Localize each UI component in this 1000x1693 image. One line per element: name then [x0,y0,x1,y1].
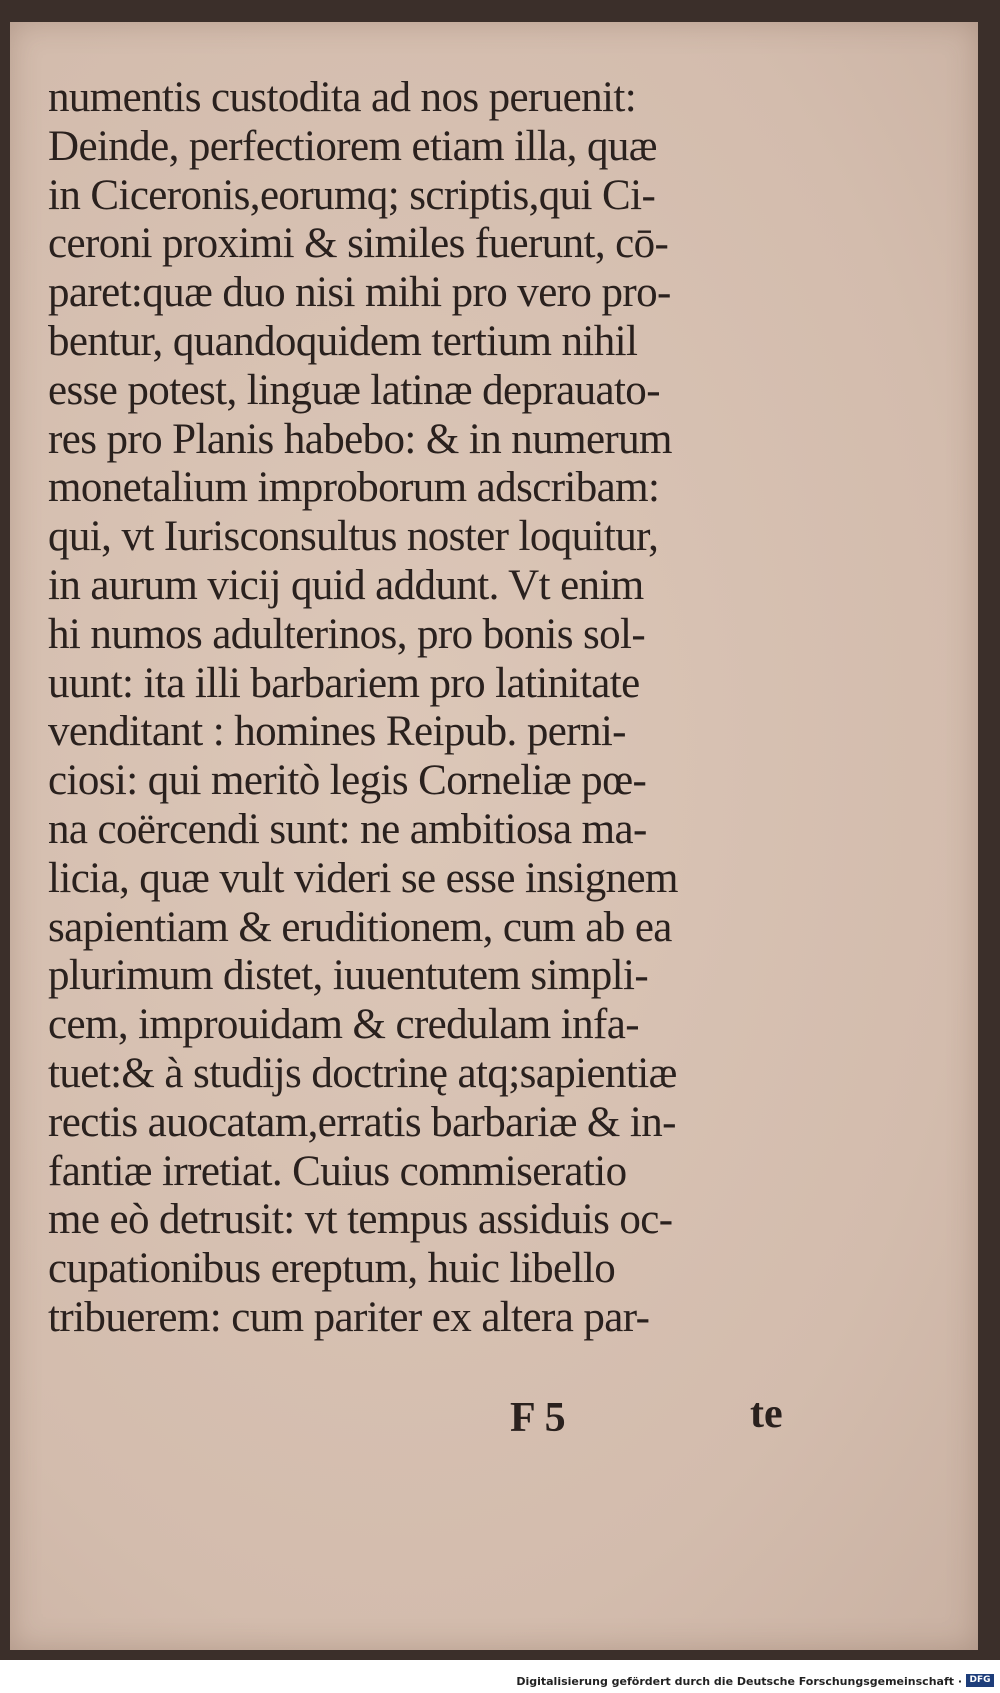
text-line: bentur, quandoquidem tertium nihil [48,317,638,365]
catchword: te [750,1391,783,1437]
text-line: hi numos adulterinos, pro bonis sol- [48,610,646,658]
text-line: plurimum distet, iuuentutem simpli- [48,952,649,1000]
text-line: paret:quæ duo nisi mihi pro vero pro- [48,269,671,317]
text-line: tuet:& à studijs doctrinę atq;sapientiæ [48,1049,677,1097]
text-line: uunt: ita illi barbariem pro latinitate [48,659,640,707]
text-line: ceroni proximi & similes fuerunt, cō- [48,220,669,268]
book-page [10,22,978,1650]
signature-mark: F 5 [510,1395,566,1441]
footer-credit: Digitalisierung gefördert durch die Deutsche Forschungsgemeinschaft · [516,1675,962,1688]
text-line: me eò detrusit: vt tempus assiduis oc- [48,1196,673,1244]
text-line: monetalium improborum adscribam: [48,464,660,512]
text-line: cem, improuidam & credulam infa- [48,1001,639,1049]
text-line: cupationibus ereptum, huic libello [48,1245,616,1293]
text-line: numentis custodita ad nos peruenit: [48,74,637,121]
text-line: rectis auocatam,erratis barbariæ & in- [48,1098,676,1146]
text-line: sapientiam & eruditionem, cum ab ea [48,903,672,951]
text-line: na coërcendi sunt: ne ambitiosa ma- [48,805,647,853]
text-line: esse potest, linguæ latinæ deprauato- [48,366,660,414]
text-line: in aurum vicij quid addunt. Vt enim [48,561,644,609]
text-line: tribuerem: cum pariter ex altera par- [48,1293,650,1341]
body-text [48,74,788,1343]
text-line: licia, quæ vult videri se esse insignem [48,854,678,902]
text-line: Deinde, perfectiorem etiam illa, quæ [48,122,657,170]
dfg-logo: DFG [966,1674,994,1687]
text-line: venditant : homines Reipub. perni- [48,708,626,756]
text-line: ciosi: qui meritò legis Corneliæ pœ- [48,757,647,805]
text-line: in Ciceronis,eorumq; scriptis,qui Ci- [48,171,656,219]
text-line: fantiæ irretiat. Cuius commiseratio [48,1147,627,1195]
text-line: res pro Planis habebo: & in numerum [48,415,672,463]
text-line: qui, vt Iurisconsultus noster loquitur, [48,513,659,561]
